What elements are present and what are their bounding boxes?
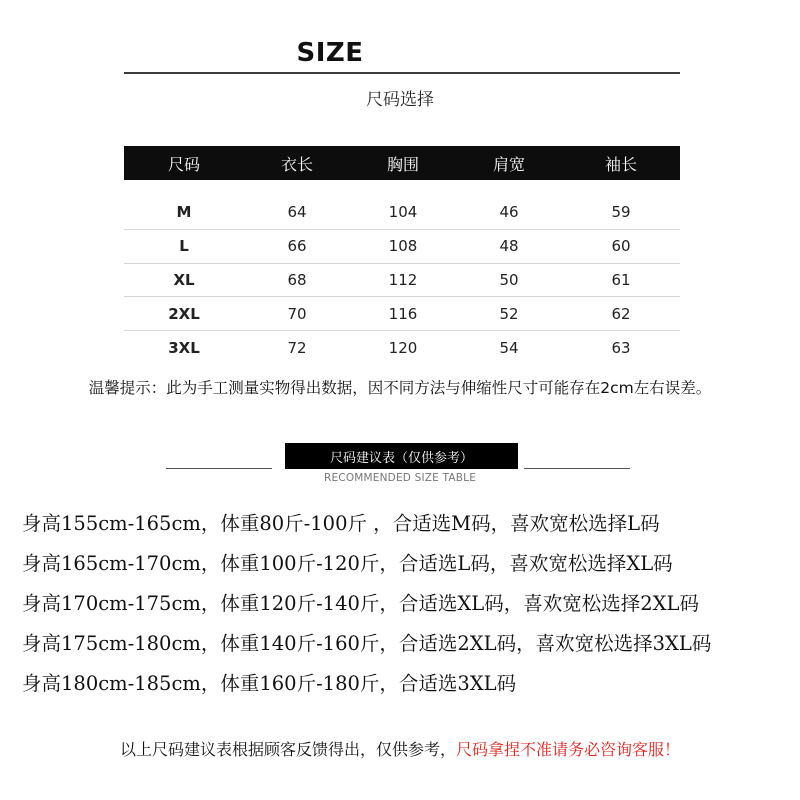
footer-note bbox=[0, 737, 800, 760]
table-row bbox=[124, 331, 680, 364]
table-cell: 52 bbox=[499, 304, 519, 323]
recommendation-line: 身高165cm-170cm，体重100斤-120斤，合适选L码，喜欢宽松选择XL码 bbox=[22, 552, 673, 575]
table-cell: 50 bbox=[499, 270, 519, 289]
recommendation-line: 身高170cm-175cm，体重120斤-140斤，合适选XL码，喜欢宽松选择2XL码 bbox=[22, 592, 699, 615]
page-title: SIZE bbox=[296, 38, 364, 68]
table-header bbox=[124, 146, 680, 180]
header-cell-shoulder: 肩宽 bbox=[492, 154, 525, 174]
recommendation-line: 身高180cm-185cm，体重160斤-180斤，合适选3XL码 bbox=[22, 672, 517, 695]
table-cell: 70 bbox=[287, 304, 307, 323]
table-cell: 63 bbox=[611, 338, 631, 357]
table-cell: 46 bbox=[499, 203, 519, 222]
table-cell: 59 bbox=[611, 203, 631, 222]
table-cell: 104 bbox=[388, 203, 418, 222]
header-cell-length: 衣长 bbox=[280, 154, 313, 174]
recommendation-line: 身高175cm-180cm，体重140斤-160斤，合适选2XL码，喜欢宽松选择3XL码 bbox=[22, 632, 712, 655]
table-cell: 62 bbox=[611, 304, 631, 323]
recommend-label: 尺码建议表（仅供参考） bbox=[285, 443, 518, 469]
table-cell: 48 bbox=[499, 237, 519, 256]
table-cell: 64 bbox=[287, 203, 307, 222]
title-divider bbox=[124, 72, 680, 74]
table-cell: 66 bbox=[287, 237, 307, 256]
table-cell: L bbox=[179, 237, 189, 256]
table-row bbox=[124, 297, 680, 331]
footer-highlight: 尺码拿捏不准请务必咨询客服！ bbox=[456, 740, 681, 759]
page-subtitle: 尺码选择 bbox=[366, 90, 434, 110]
table-cell: XL bbox=[173, 270, 195, 289]
table-cell: 60 bbox=[611, 237, 631, 256]
table-cell: 116 bbox=[388, 304, 418, 323]
table-cell: M bbox=[176, 203, 192, 222]
recommend-label-en: RECOMMENDED SIZE TABLE bbox=[323, 472, 477, 484]
recommend-divider-left bbox=[166, 468, 272, 469]
table-cell: 72 bbox=[287, 338, 307, 357]
table-row bbox=[124, 264, 680, 298]
table-cell: 61 bbox=[611, 270, 631, 289]
table-cell: 3XL bbox=[168, 338, 200, 357]
table-cell: 120 bbox=[388, 338, 418, 357]
table-cell: 68 bbox=[287, 270, 307, 289]
recommendation-list bbox=[22, 508, 711, 708]
recommendation-line: 身高155cm-165cm，体重80斤-100斤 ，合适选M码，喜欢宽松选择L码 bbox=[22, 512, 660, 535]
header-cell-size: 尺码 bbox=[167, 154, 200, 174]
table-cell: 108 bbox=[388, 237, 418, 256]
table-cell: 54 bbox=[499, 338, 519, 357]
header-cell-sleeve: 袖长 bbox=[604, 154, 637, 174]
measurement-note: 温馨提示：此为手工测量实物得出数据，因不同方法与伸缩性尺寸可能存在2cm左右误差。 bbox=[88, 379, 712, 397]
footer-text: 以上尺码建议表根据顾客反馈得出，仅供参考， bbox=[119, 740, 456, 759]
header-cell-chest: 胸围 bbox=[386, 154, 419, 174]
table-cell: 2XL bbox=[168, 304, 200, 323]
table-cell: 112 bbox=[388, 270, 418, 289]
recommend-divider-right bbox=[524, 468, 630, 469]
table-body bbox=[124, 196, 680, 364]
table-row bbox=[124, 230, 680, 264]
size-table bbox=[124, 146, 680, 364]
table-row bbox=[124, 196, 680, 230]
